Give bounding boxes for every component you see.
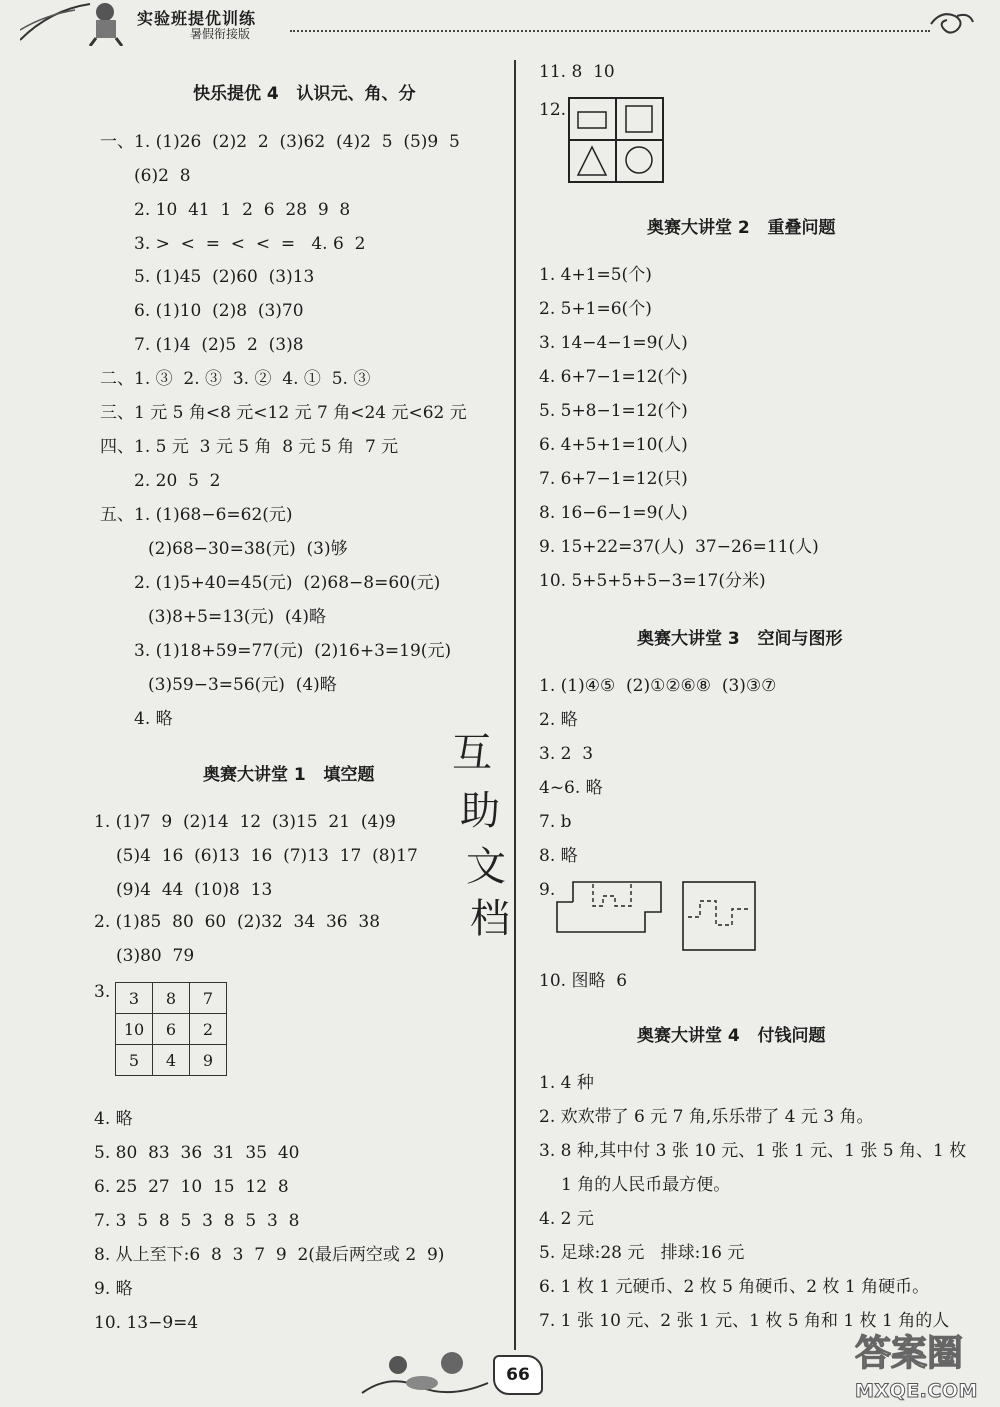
answer-line: 二、1. ③ 2. ③ 3. ② 4. ① 5. ③ [100, 369, 371, 389]
answer-line: 9. 略 [94, 1279, 133, 1299]
column-divider [514, 60, 516, 1350]
answer-line: 6. 4+5+1=10(人) [539, 435, 688, 455]
answer-line: 1. 4+1=5(个) [539, 265, 652, 285]
answer-line: 7. b [539, 812, 572, 832]
answer-line: (3)59−3=56(元) (4)略 [148, 675, 337, 695]
handwritten-annotation [432, 720, 542, 940]
page-header [0, 0, 1000, 46]
magic-square-grid [115, 982, 227, 1076]
triangle-shape [578, 147, 606, 175]
grid-cell: 10 [116, 1014, 153, 1045]
answer-line: 10. 图略 6 [539, 971, 628, 991]
answer-line: 4. 6+7−1=12(个) [539, 367, 688, 387]
answer-line: 4. 略 [134, 709, 173, 729]
section-title-olympiad-4: 奥赛大讲堂 4 付钱问题 [637, 1026, 826, 1046]
answer-line: 4. 略 [94, 1109, 133, 1129]
answer-line: 6. 25 27 10 15 12 8 [94, 1177, 289, 1197]
answer-line: 3. (1)18+59=77(元) (2)16+3=19(元) [134, 641, 452, 661]
section-title-olympiad-3: 奥赛大讲堂 3 空间与图形 [637, 629, 843, 649]
answer-line: 12. [539, 100, 567, 120]
answer-line: 一、1. (1)26 (2)2 2 (3)62 (4)2 5 (5)9 5 [100, 132, 460, 152]
answer-line: 3. 2 3 [539, 744, 594, 764]
answer-line: 2. 10 41 1 2 6 28 9 8 [134, 200, 351, 220]
answer-line: 5. 5+8−1=12(个) [539, 401, 688, 421]
answer-line: (6)2 8 [134, 166, 191, 186]
answer-line: 7. 1 张 10 元、2 张 1 元、1 枚 5 角和 1 枚 1 角的人 [539, 1311, 950, 1331]
watermark-url: MXQE.COM [855, 1380, 978, 1402]
grid-cell: 3 [116, 983, 153, 1014]
answer-line: 7. 6+7−1=12(只) [539, 469, 688, 489]
answer-line: 2. 欢欢带了 6 元 7 角,乐乐带了 4 元 3 角。 [539, 1107, 874, 1127]
swirl-ornament-icon [927, 6, 975, 40]
series-title: 实验班提优训练 [137, 9, 257, 28]
handwritten-char: 文 [466, 844, 506, 890]
answer-line: 四、1. 5 元 3 元 5 角 8 元 5 角 7 元 [100, 437, 399, 457]
folded-shape-figure-b [682, 881, 756, 951]
shapes-grid-figure [568, 97, 664, 183]
handwritten-char: 档 [470, 896, 510, 940]
answer-line: 6. 1 枚 1 元硬币、2 枚 5 角硬币、2 枚 1 角硬币。 [539, 1277, 930, 1297]
grid-cell: 4 [153, 1045, 190, 1076]
answer-line: 3. > < = < < = 4. 6 2 [134, 234, 366, 254]
answer-line: 11. 8 10 [539, 62, 615, 82]
answer-line: 2. 20 5 2 [134, 471, 221, 491]
answer-line: 7. 3 5 8 5 3 8 5 3 8 [94, 1211, 300, 1231]
answer-line: (2)68−30=38(元) (3)够 [148, 539, 348, 559]
answer-line: 2. (1)85 80 60 (2)32 34 36 38 [94, 912, 381, 932]
folded-shape-figure-a [555, 880, 667, 936]
answer-line: 1. (1)7 9 (2)14 12 (3)15 21 (4)9 [94, 812, 396, 832]
grid-cell: 2 [190, 1014, 227, 1045]
answer-line: 5. 足球:28 元 排球:16 元 [539, 1243, 745, 1263]
answer-line: 9. [539, 880, 556, 900]
answer-line: 3. 14−4−1=9(人) [539, 333, 688, 353]
answer-line: 9. 15+22=37(人) 37−26=11(人) [539, 537, 819, 557]
grid-cell: 9 [190, 1045, 227, 1076]
answer-line: 5. 80 83 36 31 35 40 [94, 1143, 300, 1163]
grid-cell: 8 [153, 983, 190, 1014]
question-3-label: 3. [94, 982, 111, 1002]
answer-line: 三、1 元 5 角<8 元<12 元 7 角<24 元<62 元 [100, 403, 467, 423]
handwritten-char: 助 [460, 788, 500, 834]
answer-line: 3. 8 种,其中付 3 张 10 元、1 张 1 元、1 张 5 角、1 枚 [539, 1141, 967, 1161]
handwritten-char: 互 [452, 730, 492, 776]
section-title-happy-practice-4: 快乐提优 4 认识元、角、分 [193, 84, 416, 104]
answer-line: 10. 13−9=4 [94, 1313, 199, 1333]
edition-label: 暑假衔接版 [190, 27, 251, 41]
section-title-olympiad-1: 奥赛大讲堂 1 填空题 [203, 765, 375, 785]
answer-line: 2. 5+1=6(个) [539, 299, 652, 319]
answer-line: 4~6. 略 [539, 778, 603, 798]
answer-line: 五、1. (1)68−6=62(元) [100, 505, 293, 525]
watermark-logo-text: 答案圈 [855, 1333, 964, 1374]
cartoon-student-icon [20, 0, 130, 46]
circle-shape [626, 147, 652, 173]
answer-line: 1. (1)④⑤ (2)①②⑥⑧ (3)③⑦ [539, 676, 777, 696]
grid-cell: 6 [153, 1014, 190, 1045]
header-rule [290, 30, 930, 32]
answer-line: 8. 16−6−1=9(人) [539, 503, 688, 523]
answer-line: (3)8+5=13(元) (4)略 [148, 607, 326, 627]
answer-line: (5)4 16 (6)13 16 (7)13 17 (8)17 [116, 846, 418, 866]
grid-cell: 7 [190, 983, 227, 1014]
answer-line: 2. (1)5+40=45(元) (2)68−8=60(元) [134, 573, 441, 593]
answer-line: 8. 从上至下:6 8 3 7 9 2(最后两空或 2 9) [94, 1245, 445, 1265]
answer-line: (3)80 79 [116, 946, 195, 966]
answer-line: 5. (1)45 (2)60 (3)13 [134, 267, 315, 287]
answer-line: 1 角的人民币最方便。 [561, 1175, 731, 1195]
answer-line: 2. 略 [539, 710, 578, 730]
answer-line: 7. (1)4 (2)5 2 (3)8 [134, 335, 304, 355]
answer-line: (9)4 44 (10)8 13 [116, 880, 273, 900]
rectangle-shape [578, 112, 606, 128]
grid-cell: 5 [116, 1045, 153, 1076]
section-title-olympiad-2: 奥赛大讲堂 2 重叠问题 [647, 218, 836, 238]
answer-line: 6. (1)10 (2)8 (3)70 [134, 301, 304, 321]
square-shape [626, 106, 652, 132]
answer-line: 4. 2 元 [539, 1209, 594, 1229]
answer-line: 10. 5+5+5+5−3=17(分米) [539, 571, 766, 591]
answer-line: 8. 略 [539, 846, 578, 866]
page-number: 66 [493, 1355, 543, 1395]
answer-line: 1. 4 种 [539, 1073, 594, 1093]
cartoon-footer-icon [360, 1343, 490, 1401]
